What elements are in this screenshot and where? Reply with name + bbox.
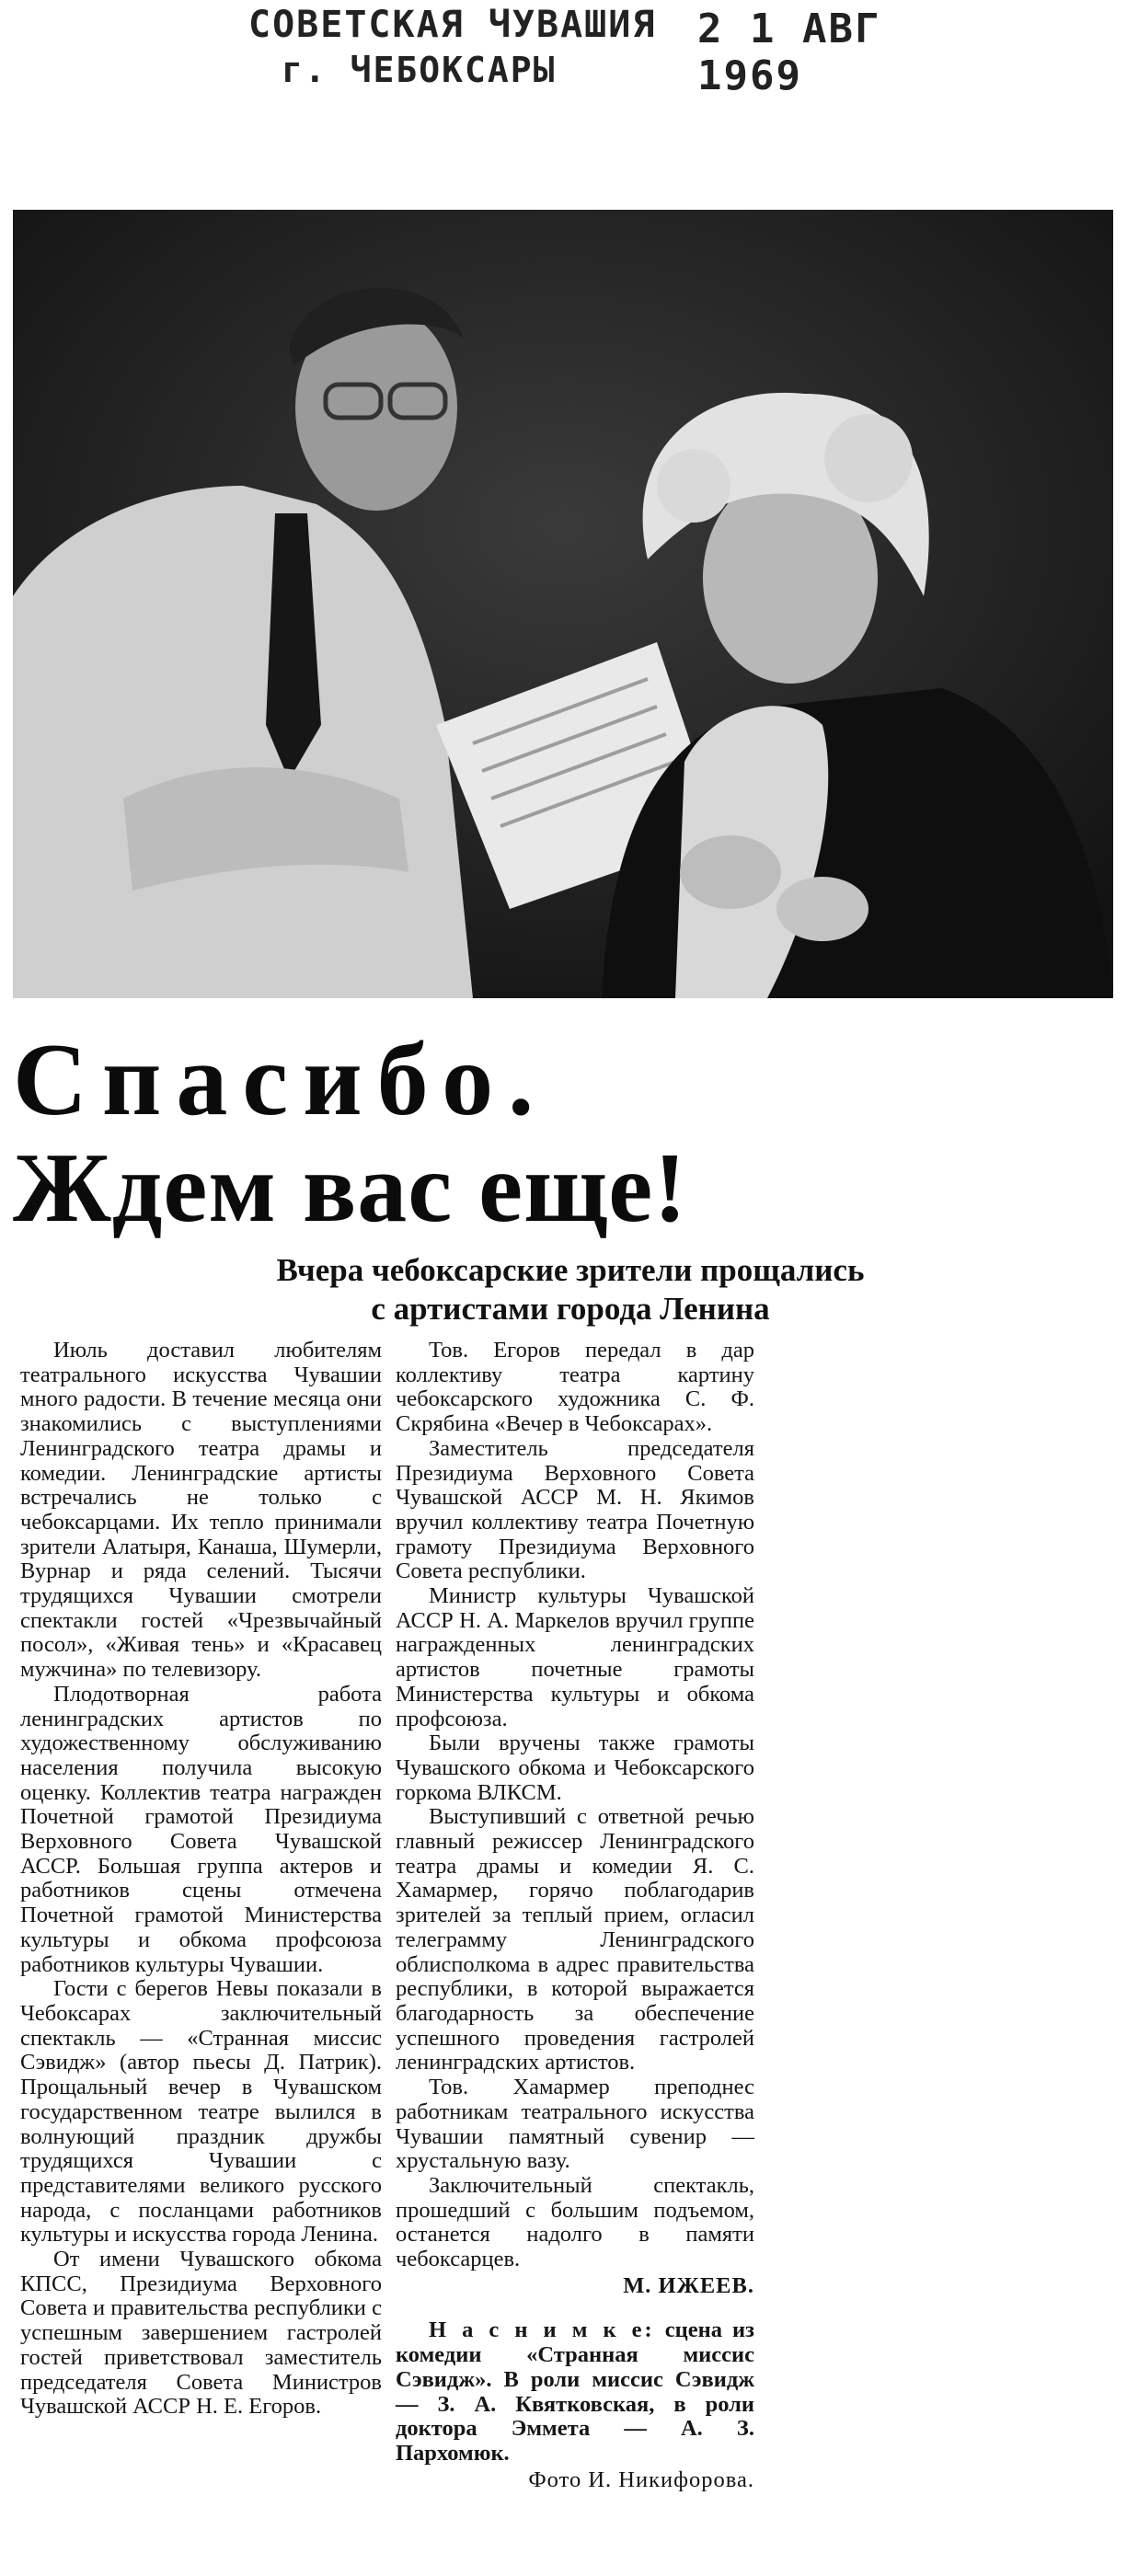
- article-paragraph: Тов. Хамармер преподнес работникам театрального искусства Чувашии памятный сувенир — хрустальную вазу.: [396, 2075, 754, 2174]
- article-column-left: [20, 1339, 382, 2420]
- stamp-city: г. ЧЕБОКСАРЫ: [282, 50, 557, 90]
- headline-line-2: Ждем вас еще!: [13, 1133, 688, 1243]
- article-paragraph: Плодотворная работа ленинградских артистов по художественному обслуживанию населения получила высокую оценку. Коллектив театра награжден Почетной грамотой Президиума Верховного Совета Чувашской АССР. Большая группа актеров и работников сцены отмечена Почетной грамотой Министерства культуры и обкома профсоюза работников культуры Чувашии.: [20, 1681, 382, 1977]
- article-paragraph: Министр культуры Чувашской АССР Н. А. Маркелов вручил группе награжденных ленинградских артистов почетные грамоты Министерства культуры и обкома профсоюза.: [396, 1583, 754, 1731]
- headline-line-1: Спасибо.: [13, 1023, 549, 1137]
- photo-credit: Фото И. Никифорова.: [528, 2467, 754, 2492]
- stamp-date: 2 1 АВГ 1969: [697, 6, 881, 99]
- article-paragraph: Были вручены также грамоты Чувашского обкома и Чебоксарского горкома ВЛКСМ.: [396, 1731, 754, 1805]
- photo-illustration: [13, 210, 1113, 998]
- article-paragraph: Гости с берегов Невы показали в Чебоксарах заключительный спектакль — «Странная миссис Сэвидж» (автор пьесы Д. Патрик). Прощальный вечер в Чувашском государственном театре вылился в волнующий праздник дружбы трудящихся Чувашии с представителями великого русского народа, с посланцами работников культуры и искусства города Ленина.: [20, 1976, 382, 2248]
- archive-stamp: [248, 4, 966, 99]
- theatre-scene-photo: [13, 210, 1113, 998]
- caption-lead: Н а с н и м к е:: [429, 2317, 655, 2343]
- article-paragraph: Заключительный спектакль, прошедший с большим подъемом, останется надолго в памяти чебоксарцев.: [396, 2172, 754, 2272]
- article-paragraph: Тов. Егоров передал в дар коллективу театра картину чебоксарского художника С. Ф. Скрябина «Вечер в Чебоксарах».: [396, 1338, 754, 1437]
- subheadline-line-2: с артистами города Ленина: [371, 1291, 770, 1327]
- author-signature: М. ИЖЕЕВ.: [623, 2272, 754, 2298]
- article-column-right: [396, 1339, 754, 2492]
- subheadline-line-1: Вчера чебоксарские зрители прощались: [276, 1252, 865, 1288]
- article-paragraph: Выступивший с ответной речью главный режиссер Ленинградского театра драмы и комедии Я. С. Хамармер, горячо поблагодарив зрителей за теплый прием, огласил телеграмму Ленинградского облисполкома в адрес правительства республики, в которой выражается благодарность за обеспечение успешного проведения гастролей ленинградских артистов.: [396, 1804, 754, 2076]
- article-paragraph: От имени Чувашского обкома КПСС, Президиума Верховного Совета и правительства республики с успешным завершением гастролей гостей приветствовал заместитель председателя Совета Министров Чувашской АССР Н. Е. Егоров.: [20, 2247, 382, 2420]
- stamp-newspaper-name: СОВЕТСКАЯ ЧУВАШИЯ: [248, 4, 657, 46]
- article-paragraph: Июль доставил любителям театрального искусства Чувашии много радости. В течение месяца они знакомились с выступлениями Ленинградского театра драмы и комедии. Ленинградские артисты встречались не только с чебоксарцами. Их тепло принимали зрители Алатыря, Канаша, Шумерли, Вурнар и ряда селений. Тысячи трудящихся Чувашии смотрели спектакли гостей «Чрезвычайный посол», «Живая тень» и «Красавец мужчина» по телевизору.: [20, 1338, 382, 1683]
- photo-caption: [396, 2318, 754, 2466]
- caption-text: сцена из комедии «Странная миссис Сэвидж». В роли миссис Сэвидж — З. А. Квятковская, в роли доктора Эммета — А. З. Пархомюк.: [396, 2317, 754, 2466]
- article-paragraph: Заместитель председателя Президиума Верховного Совета Чувашской АССР М. Н. Якимов вручил коллективу театра Почетную грамоту Президиума Верховного Совета республики.: [396, 1435, 754, 1584]
